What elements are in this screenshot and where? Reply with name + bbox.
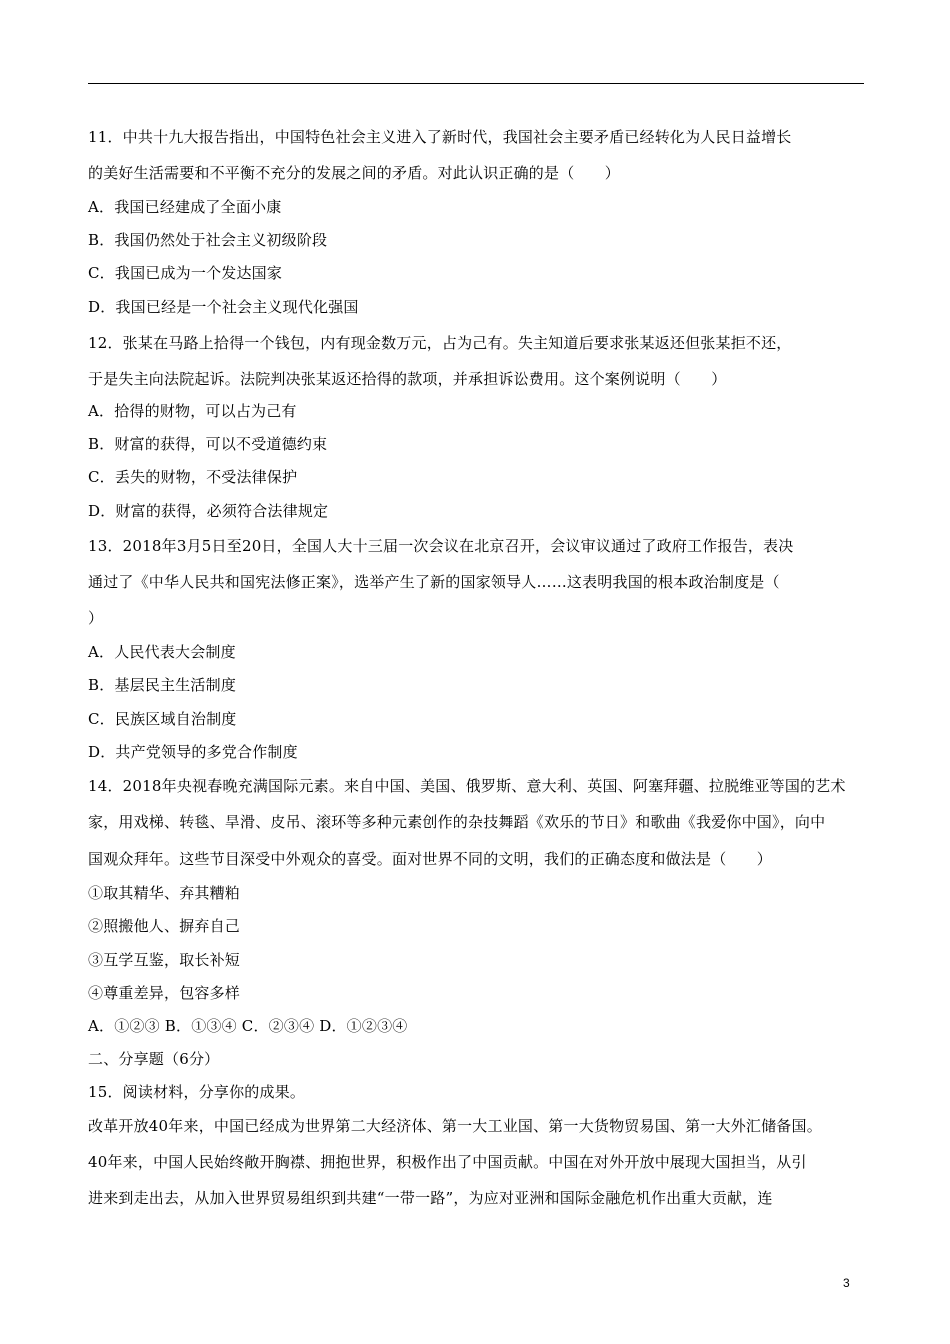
q13-stem-line-2: 通过了《中华人民共和国宪法修正案》，选举产生了新的国家领导人……这表明我国的根本政治制度是（ <box>88 573 780 591</box>
q14-stem-line-2: 家，用戏梯、转毯、旱滑、皮吊、滚环等多种元素创作的杂技舞蹈《欢乐的节日》和歌曲《我爱你中国》，向中 <box>88 813 826 831</box>
section-heading: 二、分享题（6分） <box>88 1050 220 1068</box>
q12-stem-line-2: 于是失主向法院起诉。法院判决张某返还拾得的款项，并承担诉讼费用。这个案例说明（ ） <box>88 370 727 388</box>
q14-stem-line-3: 国观众拜年。这些节目深受中外观众的喜受。面对世界不同的文明，我们的正确态度和做法是（ ） <box>88 850 773 868</box>
q15-material-line-3: 进来到走出去，从加入世界贸易组织到共建“一带一路”，为应对亚洲和国际金融危机作出重大贡献，连 <box>88 1189 773 1207</box>
q14-stem-line-1: 14．2018年央视春晚充满国际元素。来自中国、美国、俄罗斯、意大利、英国、阿塞拜疆、拉脱维亚等国的艺术 <box>88 777 846 795</box>
q11-option-c: C．我国已成为一个发达国家 <box>88 264 283 282</box>
q13-stem-line-1: 13．2018年3月5日至20日，全国人大十三届一次会议在北京召开，会议审议通过了政府工作报告，表决 <box>88 537 794 555</box>
q15-stem: 15．阅读材料，分享你的成果。 <box>88 1083 306 1101</box>
q14-answer-options: A．①②③ B．①③④ C．②③④ D．①②③④ <box>88 1017 408 1035</box>
q13-option-c: C．民族区域自治制度 <box>88 710 237 728</box>
q14-statement-3: ③互学互鉴，取长补短 <box>88 951 241 969</box>
q11-option-b: B．我国仍然处于社会主义初级阶段 <box>88 231 328 249</box>
q11-stem-line-2: 的美好生活需要和不平衡不充分的发展之间的矛盾。对此认识正确的是（ ） <box>88 164 621 182</box>
q12-option-c: C．丢失的财物，不受法律保护 <box>88 468 298 486</box>
q15-material-line-2: 40年来，中国人民始终敞开胸襟、拥抱世界，积极作出了中国贡献。中国在对外开放中展现大国担当，从引 <box>88 1153 807 1171</box>
q11-stem-line-1: 11．中共十九大报告指出，中国特色社会主义进入了新时代，我国社会主要矛盾已经转化为人民日益增长 <box>88 128 792 146</box>
q12-option-a: A．拾得的财物，可以占为己有 <box>88 402 297 420</box>
header-rule <box>88 83 864 84</box>
q12-option-b: B．财富的获得，可以不受道德约束 <box>88 435 328 453</box>
q13-option-b: B．基层民主生活制度 <box>88 676 237 694</box>
q11-option-a: A．我国已经建成了全面小康 <box>88 198 282 216</box>
q15-material-line-1: 改革开放40年来，中国已经成为世界第二大经济体、第一大工业国、第一大货物贸易国、第一大外汇储备国。 <box>88 1117 822 1135</box>
q13-option-d: D．共产党领导的多党合作制度 <box>88 743 298 761</box>
q14-statement-4: ④尊重差异，包容多样 <box>88 984 241 1002</box>
q13-stem-line-3: ） <box>88 609 104 627</box>
q14-statement-1: ①取其精华、弃其糟粕 <box>88 884 241 902</box>
q13-option-a: A．人民代表大会制度 <box>88 643 236 661</box>
q14-statement-2: ②照搬他人、摒弃自己 <box>88 917 241 935</box>
q11-option-d: D．我国已经是一个社会主义现代化强国 <box>88 298 359 316</box>
q12-option-d: D．财富的获得，必须符合法律规定 <box>88 502 329 520</box>
q12-stem-line-1: 12．张某在马路上拾得一个钱包，内有现金数万元，占为己有。失主知道后要求张某返还但张某拒不还， <box>88 334 792 352</box>
page-number: 3 <box>843 1276 850 1290</box>
